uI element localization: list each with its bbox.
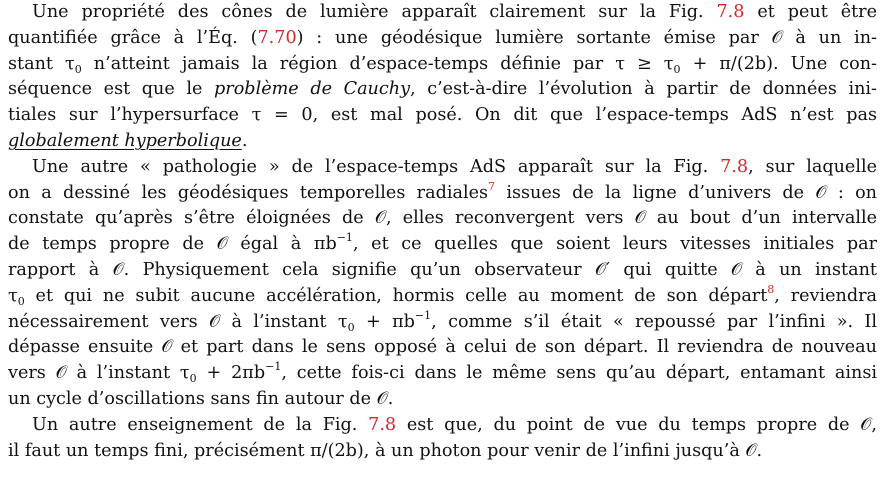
text-run: , cette fois-ci dans le même sens qu’au départ, entamant ainsi bbox=[281, 363, 877, 384]
math-superscript: −1 bbox=[414, 309, 432, 322]
paragraph bbox=[8, 155, 877, 413]
body-text bbox=[8, 0, 877, 464]
text-run: , c’est-à-dire l’évolution à partir de données ini- bbox=[410, 79, 877, 100]
cross-reference-link[interactable]: 7.8 bbox=[720, 156, 749, 177]
text-run: rapport à 𝒪. Physiquement cela signifie qu’un observateur 𝒪′ qui quitte 𝒪 à un instant bbox=[8, 259, 877, 280]
text-line bbox=[8, 206, 877, 232]
text-line bbox=[8, 155, 877, 181]
text-line bbox=[8, 232, 877, 258]
text-line bbox=[8, 387, 877, 413]
text-run: ) : une géodésique lumière sortante émise par 𝒪 à un in- bbox=[296, 27, 877, 48]
text-line bbox=[8, 129, 877, 155]
text-run: quantifiée grâce à l’Éq. ( bbox=[8, 27, 258, 48]
math-superscript: −1 bbox=[265, 361, 282, 374]
math-subscript: 0 bbox=[189, 372, 197, 386]
text-run: séquence est que le bbox=[8, 79, 215, 100]
text-run: et qui ne subit aucune accélération, hormis celle au moment de son départ bbox=[24, 285, 768, 306]
math-subscript: 0 bbox=[17, 294, 25, 308]
text-line bbox=[8, 258, 877, 284]
text-line bbox=[8, 335, 877, 361]
cross-reference-link[interactable]: 7.70 bbox=[257, 27, 297, 48]
footnote-marker[interactable]: 8 bbox=[767, 283, 775, 296]
text-run: constate qu’après s’être éloignées de 𝒪, elles reconvergent vers 𝒪 au bout d’un intervalle bbox=[8, 208, 877, 229]
text-run: Une autre « pathologie » de l’espace-temps AdS apparaît sur la Fig. bbox=[32, 156, 721, 177]
math-subscript: 0 bbox=[673, 62, 681, 76]
cross-reference-link[interactable]: 7.8 bbox=[716, 2, 745, 22]
emphasized-term: globalement hyperbolique bbox=[8, 130, 242, 151]
text-line bbox=[8, 52, 877, 78]
text-line bbox=[8, 310, 877, 336]
text-line bbox=[8, 413, 877, 439]
text-run: n’atteint jamais la région d’espace-temps définie par τ ≥ τ bbox=[81, 53, 674, 74]
text-line bbox=[8, 103, 877, 129]
emphasized-term: problème de Cauchy bbox=[214, 79, 411, 100]
text-run: issues de la ligne d’univers de 𝒪 : on bbox=[495, 182, 877, 203]
text-run: . bbox=[241, 130, 248, 151]
text-run: tiales sur l’hypersurface τ = 0, est mal posé. On dit que l’espace-temps AdS n’est pas bbox=[8, 105, 877, 126]
text-run: , comme s’il était « repoussé par l’infini ». Il bbox=[431, 311, 877, 332]
text-line bbox=[8, 26, 877, 52]
math-superscript: −1 bbox=[336, 232, 353, 245]
text-line bbox=[8, 284, 877, 310]
text-run: + πb bbox=[354, 311, 415, 332]
text-run: on a dessiné les géodésiques temporelles radiales bbox=[8, 182, 489, 203]
text-run: Une propriété des cônes de lumière apparaît clairement sur la Fig. bbox=[32, 2, 717, 22]
text-line bbox=[8, 77, 877, 103]
text-run: τ bbox=[8, 285, 18, 306]
paragraph bbox=[8, 0, 877, 155]
text-run: stant τ bbox=[8, 53, 75, 74]
text-run: de temps propre de 𝒪 égal à πb bbox=[8, 234, 337, 255]
text-run: + 2πb bbox=[196, 363, 266, 384]
text-run: , reviendra bbox=[774, 285, 877, 306]
text-line bbox=[8, 0, 877, 26]
text-run: est que, du point de vue du temps propre de 𝒪, bbox=[396, 414, 877, 435]
cross-reference-link[interactable]: 7.8 bbox=[368, 414, 397, 435]
text-run: Un autre enseignement de la Fig. bbox=[32, 414, 369, 435]
text-run: vers 𝒪 à l’instant τ bbox=[8, 363, 190, 384]
text-run: dépasse ensuite 𝒪 et part dans le sens opposé à celui de son départ. Il reviendra de nouveau bbox=[8, 337, 877, 358]
text-line bbox=[8, 181, 877, 207]
text-line bbox=[8, 439, 877, 465]
footnote-marker[interactable]: 7 bbox=[488, 180, 496, 193]
text-run: , sur laquelle bbox=[748, 156, 877, 177]
math-subscript: 0 bbox=[74, 62, 82, 76]
text-run: il faut un temps fini, précisément π/(2b), à un photon pour venir de l’infini jusqu’à 𝒪. bbox=[8, 440, 763, 461]
text-line bbox=[8, 361, 877, 387]
text-run: nécessairement vers 𝒪 à l’instant τ bbox=[8, 311, 348, 332]
text-run: + π/(2b). Une con- bbox=[680, 53, 877, 74]
math-subscript: 0 bbox=[347, 320, 355, 334]
text-run: et peut être bbox=[744, 2, 877, 22]
paragraph bbox=[8, 413, 877, 465]
text-run: , et ce quelles que soient leurs vitesses initiales par bbox=[352, 234, 877, 255]
text-run: un cycle d’oscillations sans fin autour de 𝒪. bbox=[8, 388, 394, 409]
